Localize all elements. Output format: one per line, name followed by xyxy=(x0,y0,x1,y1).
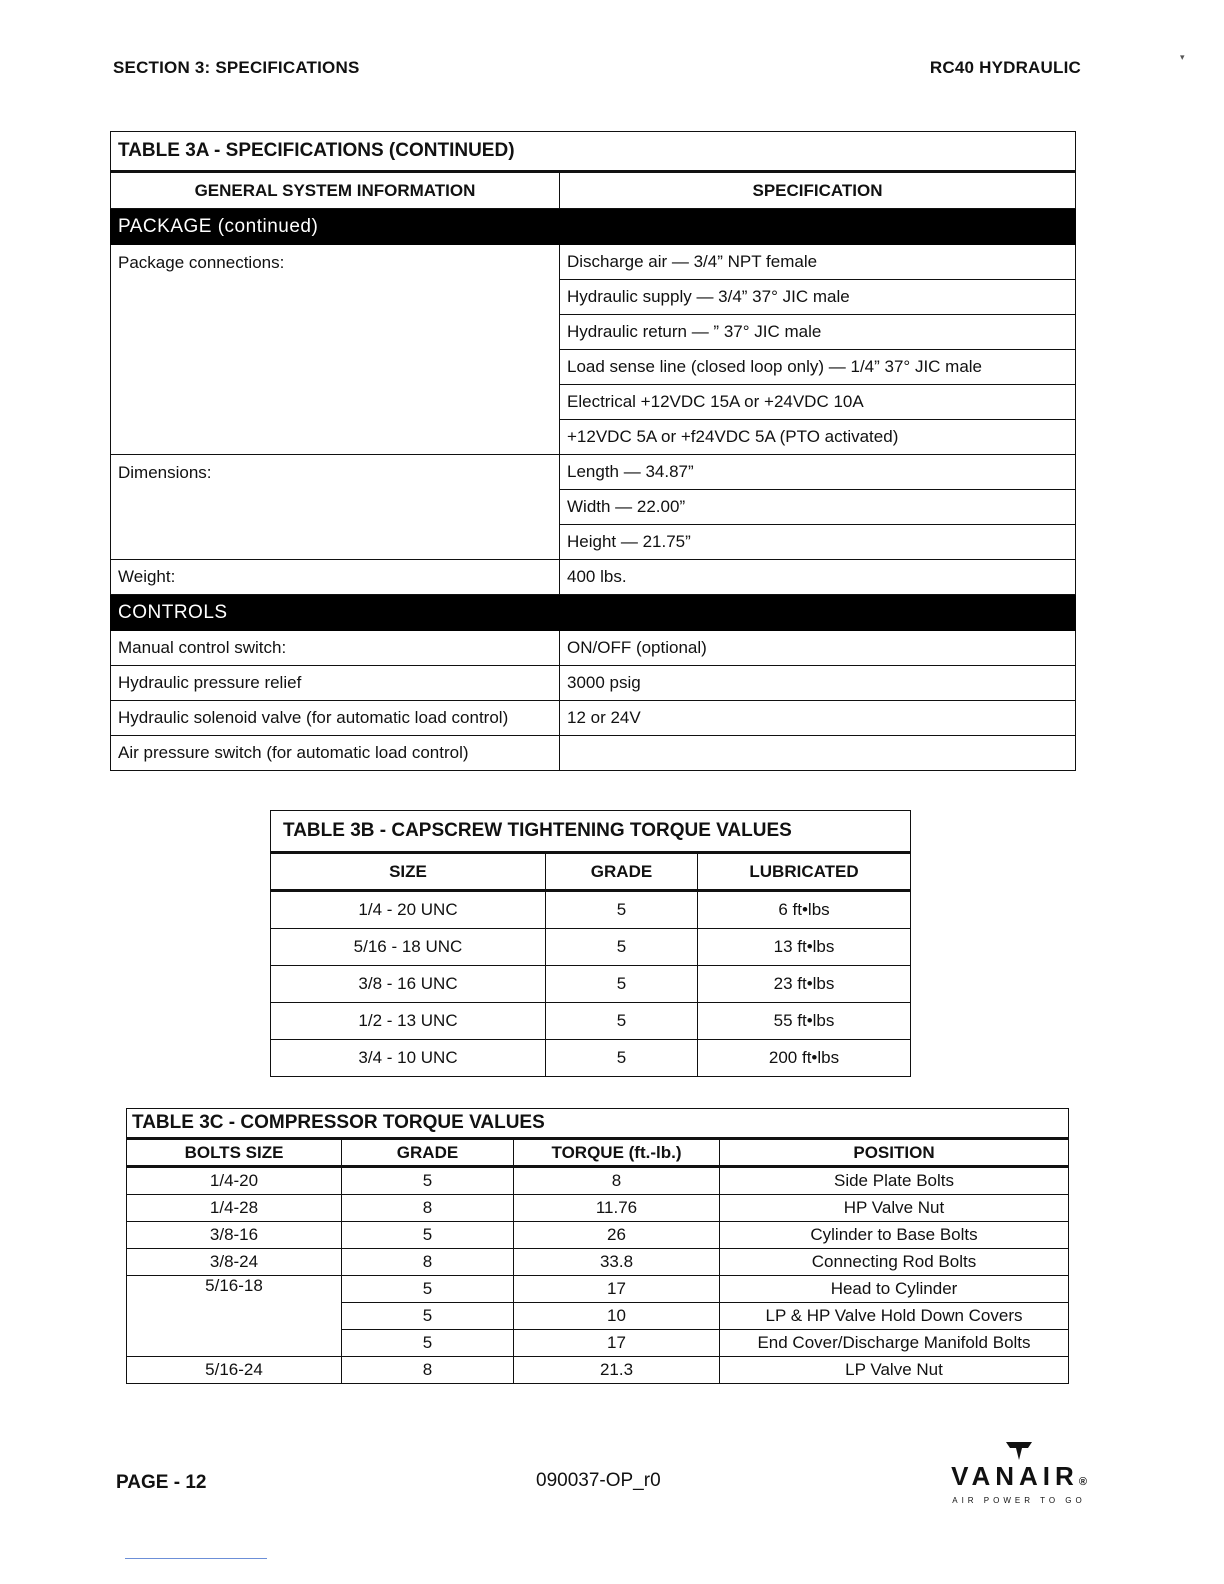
column-header-position: POSITION xyxy=(720,1139,1069,1167)
table-cell: 13 ft•lbs xyxy=(698,929,911,966)
column-header-general: GENERAL SYSTEM INFORMATION xyxy=(111,172,560,209)
column-header-bolts-size: BOLTS SIZE xyxy=(127,1139,342,1167)
package-connections-label: Package connections: xyxy=(111,245,560,455)
table-cell: Head to Cylinder xyxy=(720,1276,1069,1303)
column-header-lubricated: LUBRICATED xyxy=(698,853,911,891)
control-label: Air pressure switch (for automatic load control) xyxy=(111,736,560,771)
table-cell: End Cover/Discharge Manifold Bolts xyxy=(720,1330,1069,1357)
table-cell: LP & HP Valve Hold Down Covers xyxy=(720,1303,1069,1330)
table-cell: 8 xyxy=(342,1249,514,1276)
table-cell: 3/8 - 16 UNC xyxy=(271,966,546,1003)
dimension-spec: Width — 22.00” xyxy=(560,490,1076,525)
table-cell: 5 xyxy=(546,1040,698,1077)
column-header-size: SIZE xyxy=(271,853,546,891)
table-cell: 8 xyxy=(514,1167,720,1195)
vanair-logo xyxy=(944,1440,1094,1505)
connection-spec: Discharge air — 3/4” NPT female xyxy=(560,245,1076,280)
table-cell: 11.76 xyxy=(514,1195,720,1222)
table-cell: 17 xyxy=(514,1330,720,1357)
table-cell: 5 xyxy=(546,966,698,1003)
table-cell: Connecting Rod Bolts xyxy=(720,1249,1069,1276)
control-spec: 3000 psig xyxy=(560,666,1076,701)
table-cell: 21.3 xyxy=(514,1357,720,1384)
control-spec: ON/OFF (optional) xyxy=(560,631,1076,666)
table-cell: 5 xyxy=(342,1222,514,1249)
table-3c-compressor-torque xyxy=(126,1108,1069,1384)
connection-spec: Load sense line (closed loop only) — 1/4” 37° JIC male xyxy=(560,350,1076,385)
table-cell: 1/4-20 xyxy=(127,1167,342,1195)
table-cell: Side Plate Bolts xyxy=(720,1167,1069,1195)
document-number: 090037-OP_r0 xyxy=(536,1470,661,1491)
connection-spec: Electrical +12VDC 15A or +24VDC 10A xyxy=(560,385,1076,420)
table-cell: 5 xyxy=(546,929,698,966)
table-cell: 5 xyxy=(342,1167,514,1195)
control-label: Hydraulic solenoid valve (for automatic load control) xyxy=(111,701,560,736)
control-spec xyxy=(560,736,1076,771)
table-3b-title: TABLE 3B - CAPSCREW TIGHTENING TORQUE VALUES xyxy=(271,811,911,853)
table-3a-specifications xyxy=(110,131,1076,771)
table-cell: HP Valve Nut xyxy=(720,1195,1069,1222)
table-cell: 5 xyxy=(342,1276,514,1303)
table-cell: 8 xyxy=(342,1195,514,1222)
column-header-torque: TORQUE (ft.-lb.) xyxy=(514,1139,720,1167)
controls-section-header: CONTROLS xyxy=(111,595,1076,631)
table-cell: 5 xyxy=(342,1330,514,1357)
weight-label: Weight: xyxy=(111,560,560,595)
page-number: PAGE - 12 xyxy=(116,1472,207,1493)
table-cell: 5 xyxy=(342,1303,514,1330)
table-cell: 8 xyxy=(342,1357,514,1384)
table-cell: 5/16-18 xyxy=(127,1276,342,1357)
table-cell: 5 xyxy=(546,891,698,929)
table-cell: LP Valve Nut xyxy=(720,1357,1069,1384)
table-cell: 1/2 - 13 UNC xyxy=(271,1003,546,1040)
column-header-grade: GRADE xyxy=(342,1139,514,1167)
column-header-grade: GRADE xyxy=(546,853,698,891)
table-3a-title: TABLE 3A - SPECIFICATIONS (CONTINUED) xyxy=(111,132,1076,172)
connection-spec: +12VDC 5A or +f24VDC 5A (PTO activated) xyxy=(560,420,1076,455)
weight-spec: 400 lbs. xyxy=(560,560,1076,595)
table-cell: 6 ft•lbs xyxy=(698,891,911,929)
bottom-rule xyxy=(125,1558,267,1559)
dimension-spec: Height — 21.75” xyxy=(560,525,1076,560)
product-header: RC40 HYDRAULIC xyxy=(929,58,1081,77)
table-cell: 26 xyxy=(514,1222,720,1249)
table-cell: 5/16-24 xyxy=(127,1357,342,1384)
table-cell: 200 ft•lbs xyxy=(698,1040,911,1077)
table-3b-capscrew-torque xyxy=(270,810,911,1077)
table-cell: 1/4-28 xyxy=(127,1195,342,1222)
scan-mark: ▾ xyxy=(1180,52,1185,62)
table-cell: 55 ft•lbs xyxy=(698,1003,911,1040)
table-cell: 23 ft•lbs xyxy=(698,966,911,1003)
table-cell: 10 xyxy=(514,1303,720,1330)
table-cell: Cylinder to Base Bolts xyxy=(720,1222,1069,1249)
control-spec: 12 or 24V xyxy=(560,701,1076,736)
brand-name: VANAIR® xyxy=(951,1461,1087,1491)
table-cell: 3/4 - 10 UNC xyxy=(271,1040,546,1077)
table-cell: 17 xyxy=(514,1276,720,1303)
control-label: Hydraulic pressure relief xyxy=(111,666,560,701)
connection-spec: Hydraulic return — ” 37° JIC male xyxy=(560,315,1076,350)
dimensions-label: Dimensions: xyxy=(111,455,560,560)
table-cell: 3/8-24 xyxy=(127,1249,342,1276)
registered-mark: ® xyxy=(1078,1476,1087,1488)
section-header: SECTION 3: SPECIFICATIONS xyxy=(113,58,360,77)
table-cell: 5/16 - 18 UNC xyxy=(271,929,546,966)
table-cell: 33.8 xyxy=(514,1249,720,1276)
table-cell: 1/4 - 20 UNC xyxy=(271,891,546,929)
column-header-specification: SPECIFICATION xyxy=(560,172,1076,209)
control-label: Manual control switch: xyxy=(111,631,560,666)
vanair-mark-icon xyxy=(1004,1440,1034,1462)
dimension-spec: Length — 34.87” xyxy=(560,455,1076,490)
table-cell: 3/8-16 xyxy=(127,1222,342,1249)
brand-tagline: AIR POWER TO GO xyxy=(952,1496,1086,1505)
connection-spec: Hydraulic supply — 3/4” 37° JIC male xyxy=(560,280,1076,315)
table-3c-title: TABLE 3C - COMPRESSOR TORQUE VALUES xyxy=(127,1109,1069,1139)
table-cell: 5 xyxy=(546,1003,698,1040)
package-section-header: PACKAGE (continued) xyxy=(111,209,1076,245)
